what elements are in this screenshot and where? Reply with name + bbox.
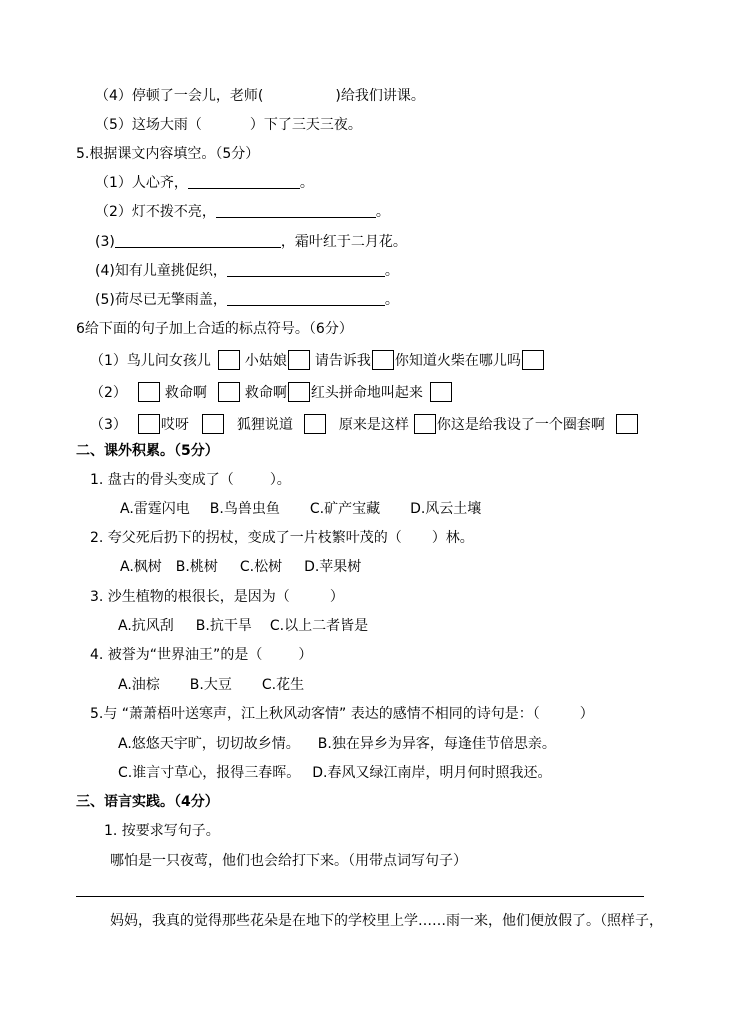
s2-q4-end: ） xyxy=(298,647,313,663)
q6-row-3-part: 狐狸说道 xyxy=(236,417,293,433)
answer-blank[interactable] xyxy=(188,174,300,189)
s2-q2-stem xyxy=(90,528,474,548)
option-c[interactable]: C.谁言寸草心，报得三春晖。 xyxy=(118,765,301,781)
section-2-title: 二、课外积累。（5分） xyxy=(76,443,219,459)
option-c[interactable]: C.花生 xyxy=(261,677,305,693)
s2-q2-options xyxy=(120,557,361,577)
q5-item-3-num: (3) xyxy=(95,234,115,250)
s2-q1-stem xyxy=(90,470,291,490)
q5-item-2-end: 。 xyxy=(375,204,390,220)
s3-sentence-2: 妈妈，我真的觉得那些花朵是在地下的学校里上学……雨一来，他们便放假了。（照样子， xyxy=(110,913,663,929)
option-a[interactable]: A.悠悠天宇旷，切切故乡情。 xyxy=(118,736,300,752)
fill-item-4 xyxy=(95,86,425,106)
s2-q5-end: ） xyxy=(579,706,594,722)
q6-row-1-part: 小姑娘 xyxy=(244,353,287,369)
s2-q1-end: ）。 xyxy=(269,472,291,488)
punctuation-box[interactable] xyxy=(138,414,160,434)
answer-blank[interactable] xyxy=(227,262,385,277)
option-b[interactable]: B.独在异乡为异客，每逢佳节倍思亲。 xyxy=(317,736,556,752)
fill-item-5 xyxy=(95,115,362,135)
option-d[interactable]: D.苹果树 xyxy=(304,559,362,575)
answer-blank[interactable] xyxy=(216,203,376,218)
option-d[interactable]: D.风云土壤 xyxy=(410,501,482,517)
q6-row-2-part: 救命啊 xyxy=(164,385,207,401)
punctuation-box[interactable] xyxy=(414,414,436,434)
s2-q3-text: 3. 沙生植物的根很长，是因为（ xyxy=(90,589,290,605)
q5-item-4 xyxy=(95,261,399,281)
option-c[interactable]: C.矿产宝藏 xyxy=(309,501,381,517)
punctuation-box[interactable] xyxy=(202,414,224,434)
q6-title: 6给下面的句子加上合适的标点符号。（6分） xyxy=(76,321,353,337)
q6-row-1-part: 请告诉我 xyxy=(314,353,371,369)
s2-q1-options xyxy=(120,499,481,519)
q6-row-2 xyxy=(90,382,453,403)
q5-item-4-end: 。 xyxy=(384,263,399,279)
option-c[interactable]: C.以上二者皆是 xyxy=(269,618,369,634)
s2-q3-options xyxy=(118,616,368,636)
q5-item-1-end: 。 xyxy=(299,175,314,191)
q5-item-5-end: 。 xyxy=(384,292,399,308)
q6-row-2-num: （2） xyxy=(90,385,127,401)
s2-q2-text: 2. 夸父死后扔下的拐杖，变成了一片枝繁叶茂的（ xyxy=(90,530,402,546)
punctuation-box[interactable] xyxy=(288,350,310,370)
s2-q2-end: ）林。 xyxy=(431,530,474,546)
option-a[interactable]: A.油棕 xyxy=(118,677,160,693)
option-a[interactable]: A.枫树 xyxy=(120,559,162,575)
s2-q3-end: ） xyxy=(329,589,344,605)
punctuation-box[interactable] xyxy=(430,382,452,402)
option-b[interactable]: B.大豆 xyxy=(189,677,232,693)
q6-row-1-part: 鸟儿问女孩儿 xyxy=(126,353,211,369)
q5-item-3 xyxy=(95,232,407,252)
q6-row-1-num: （1） xyxy=(90,353,127,369)
q6-row-3-num: （3） xyxy=(90,417,127,433)
s2-q4-stem xyxy=(90,645,312,665)
q6-row-3 xyxy=(90,414,639,435)
answer-line[interactable] xyxy=(76,896,644,897)
fill-item-4-text: （4）停顿了一会儿，老师( xyxy=(95,88,264,104)
option-b[interactable]: B.鸟兽虫鱼 xyxy=(209,501,280,517)
s2-q5-stem xyxy=(90,704,594,724)
punctuation-box[interactable] xyxy=(218,382,240,402)
punctuation-box[interactable] xyxy=(304,414,326,434)
s2-q4-options xyxy=(118,675,304,695)
q6-row-1-part: 你知道火柴在哪儿吗 xyxy=(394,353,521,369)
punctuation-box[interactable] xyxy=(218,350,240,370)
s2-q3-stem xyxy=(90,587,344,607)
fill-item-5-text: （5）这场大雨（ xyxy=(95,117,202,133)
s2-q5-options-row-2 xyxy=(118,763,551,783)
punctuation-box[interactable] xyxy=(522,350,544,370)
option-d[interactable]: D.春风又绿江南岸，明月何时照我还。 xyxy=(312,765,552,781)
fill-item-4-end: )给我们讲课。 xyxy=(335,88,425,104)
s2-q4-text: 4. 被誉为“世界油王”的是（ xyxy=(90,647,263,663)
s3-q1-instruction: 1. 按要求写句子。 xyxy=(104,823,220,839)
fill-item-5-end: ）下了三天三夜。 xyxy=(249,117,362,133)
q5-item-3-text: ，霜叶红于二月花。 xyxy=(280,234,407,250)
q5-item-5-text: (5)荷尽已无擎雨盖， xyxy=(95,292,227,308)
option-a[interactable]: A.雷霆闪电 xyxy=(120,501,190,517)
punctuation-box[interactable] xyxy=(616,414,638,434)
s2-q1-text: 1. 盘古的骨头变成了（ xyxy=(90,472,234,488)
q6-row-2-part: 救命啊 xyxy=(244,385,287,401)
q5-item-1-text: （1）人心齐， xyxy=(95,175,188,191)
option-c[interactable]: C.松树 xyxy=(239,559,283,575)
answer-blank[interactable] xyxy=(115,233,281,248)
q5-item-5 xyxy=(95,290,399,310)
punctuation-box[interactable] xyxy=(372,350,394,370)
punctuation-box[interactable] xyxy=(288,382,310,402)
q6-row-3-part: 原来是这样 xyxy=(338,417,409,433)
q5-title: 5.根据课文内容填空。（5分） xyxy=(76,146,260,162)
punctuation-box[interactable] xyxy=(138,382,160,402)
q5-item-1 xyxy=(95,173,314,193)
answer-blank[interactable] xyxy=(227,291,385,306)
section-3-title: 三、语言实践。（4分） xyxy=(76,794,219,810)
q5-item-4-text: (4)知有儿童挑促织， xyxy=(95,263,227,279)
s2-q5-options-row-1 xyxy=(118,734,556,754)
option-a[interactable]: A.抗风刮 xyxy=(118,618,174,634)
q6-row-3-part: 哎呀 xyxy=(160,417,189,433)
option-b[interactable]: B.抗干旱 xyxy=(195,618,252,634)
s3-sentence-1: 哪怕是一只夜莺，他们也会给打下来。（用带点词写句子） xyxy=(110,853,467,869)
option-b[interactable]: B.桃树 xyxy=(175,559,218,575)
q6-row-2-part: 红头拼命地叫起来 xyxy=(310,385,423,401)
q5-item-2-text: （2）灯不拨不亮， xyxy=(95,204,216,220)
s2-q5-text: 5.与 “萧萧梧叶送寒声，江上秋风动客情” 表达的感情不相同的诗句是：（ xyxy=(90,706,540,722)
q6-row-1 xyxy=(90,350,545,371)
q5-item-2 xyxy=(95,202,390,222)
q6-row-3-part: 你这是给我设了一个圈套啊 xyxy=(436,417,605,433)
